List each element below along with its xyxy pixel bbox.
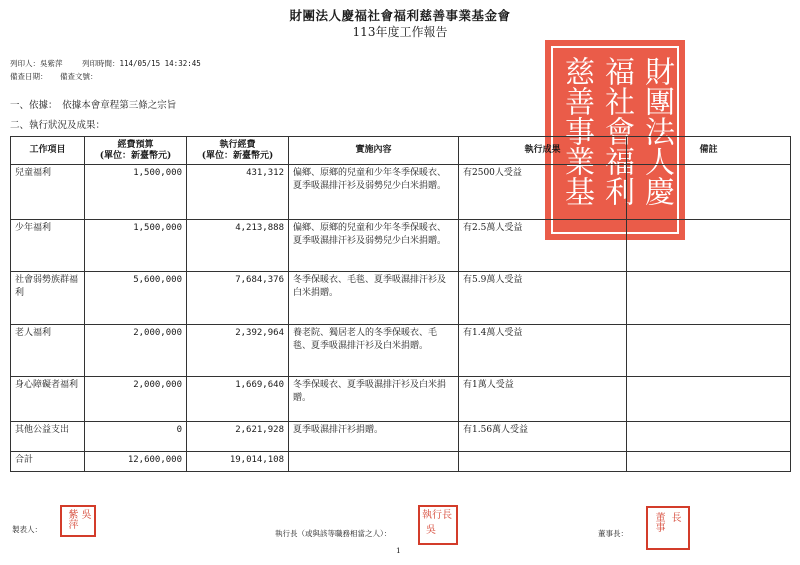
total-content (289, 452, 459, 472)
header-content: 實施內容 (289, 137, 459, 165)
seal-glyph: 慈善事業基 (559, 56, 594, 206)
row-budget: 1,500,000 (85, 165, 187, 220)
row-item: 社會弱勢族群福利 (11, 272, 85, 325)
row-remark (627, 325, 791, 377)
row-budget: 0 (85, 422, 187, 452)
print-time: 列印時間：114/05/15 14:32:45 (82, 59, 201, 68)
page-number: 1 (396, 546, 401, 555)
executive-label: 執行長（或與該等職務相當之人）： (275, 529, 392, 538)
row-budget: 5,600,000 (85, 272, 187, 325)
total-result (459, 452, 627, 472)
header-budget: 經費預算 (單位：新臺幣元) (85, 137, 187, 165)
table-row (11, 325, 791, 377)
row-actual: 1,669,640 (187, 377, 289, 422)
preparer-seal (60, 505, 96, 537)
seal-glyph: 長 (669, 512, 680, 522)
row-result: 有1萬人受益 (459, 377, 627, 422)
row-content: 養老院、獨居老人的冬季保暖衣、毛毯、夏季吸濕排汗衫及白米捐贈。 (289, 325, 459, 377)
row-item: 兒童福利 (11, 165, 85, 220)
row-item: 少年福利 (11, 220, 85, 272)
row-result: 有1.56萬人受益 (459, 422, 627, 452)
row-actual: 7,684,376 (187, 272, 289, 325)
basis-line: 一、依據： 依據本會章程第三條之宗旨 (10, 100, 177, 111)
row-content: 夏季吸濕排汗衫捐贈。 (289, 422, 459, 452)
table-row (11, 422, 791, 452)
header-remark: 備註 (627, 137, 791, 165)
seal-glyph: 吳 (79, 509, 90, 519)
row-actual: 2,392,964 (187, 325, 289, 377)
row-remark (627, 272, 791, 325)
row-remark (627, 165, 791, 220)
printed-by: 列印人：吳紫萍 (10, 59, 63, 68)
row-content: 冬季保暖衣、夏季吸濕排汗衫及白米捐贈。 (289, 377, 459, 422)
row-actual: 431,312 (187, 165, 289, 220)
table-row (11, 377, 791, 422)
seal-glyph: 吳 (426, 525, 436, 536)
check-doc: 備查文號： (60, 72, 98, 81)
report-title: 113年度工作報告 (352, 25, 448, 39)
row-content: 偏鄉、原鄉的兒童和少年冬季保暖衣、夏季吸濕排汗衫及弱勢兒少白米捐贈。 (289, 165, 459, 220)
row-actual: 2,621,928 (187, 422, 289, 452)
work-report-table (10, 136, 791, 472)
row-item: 老人福利 (11, 325, 85, 377)
seal-glyph: 財團法人慶 (639, 56, 674, 206)
seal-glyph: 執行長 (422, 510, 452, 521)
row-budget: 2,000,000 (85, 325, 187, 377)
table-row (11, 220, 791, 272)
row-content: 冬季保暖衣、毛毯、夏季吸濕排汗衫及白米捐贈。 (289, 272, 459, 325)
check-date: 備查日期： (10, 72, 48, 81)
row-remark (627, 377, 791, 422)
row-result: 有2.5萬人受益 (459, 220, 627, 272)
total-budget: 12,600,000 (85, 452, 187, 472)
executive-seal (418, 505, 458, 545)
org-name: 財團法人慶福社會福利慈善事業基金會 (289, 8, 511, 23)
seal-glyph: 紫萍 (66, 509, 77, 529)
seal-glyph: 董事 (653, 512, 664, 532)
row-item: 其他公益支出 (11, 422, 85, 452)
row-remark (627, 422, 791, 452)
total-actual: 19,014,108 (187, 452, 289, 472)
table-header-row (11, 137, 791, 165)
table-row (11, 272, 791, 325)
row-result: 有2500人受益 (459, 165, 627, 220)
row-result: 有1.4萬人受益 (459, 325, 627, 377)
row-budget: 1,500,000 (85, 220, 187, 272)
row-content: 偏鄉、原鄉的兒童和少年冬季保暖衣、夏季吸濕排汗衫及弱勢兒少白米捐贈。 (289, 220, 459, 272)
header-actual: 執行經費 (單位：新臺幣元) (187, 137, 289, 165)
preparer-label: 製表人： (12, 525, 42, 534)
row-result: 有5.9萬人受益 (459, 272, 627, 325)
total-remark (627, 452, 791, 472)
row-item: 身心障礙者福利 (11, 377, 85, 422)
status-heading: 二、執行狀況及成果： (10, 120, 106, 131)
table-row (11, 165, 791, 220)
seal-glyph: 福社會福利 (599, 56, 634, 206)
header-item: 工作項目 (11, 137, 85, 165)
row-actual: 4,213,888 (187, 220, 289, 272)
total-row (11, 452, 791, 472)
total-label: 合計 (11, 452, 85, 472)
header-result: 執行成果 (459, 137, 627, 165)
chairman-seal (646, 506, 690, 550)
row-budget: 2,000,000 (85, 377, 187, 422)
chairman-label: 董事長： (598, 529, 628, 538)
row-remark (627, 220, 791, 272)
